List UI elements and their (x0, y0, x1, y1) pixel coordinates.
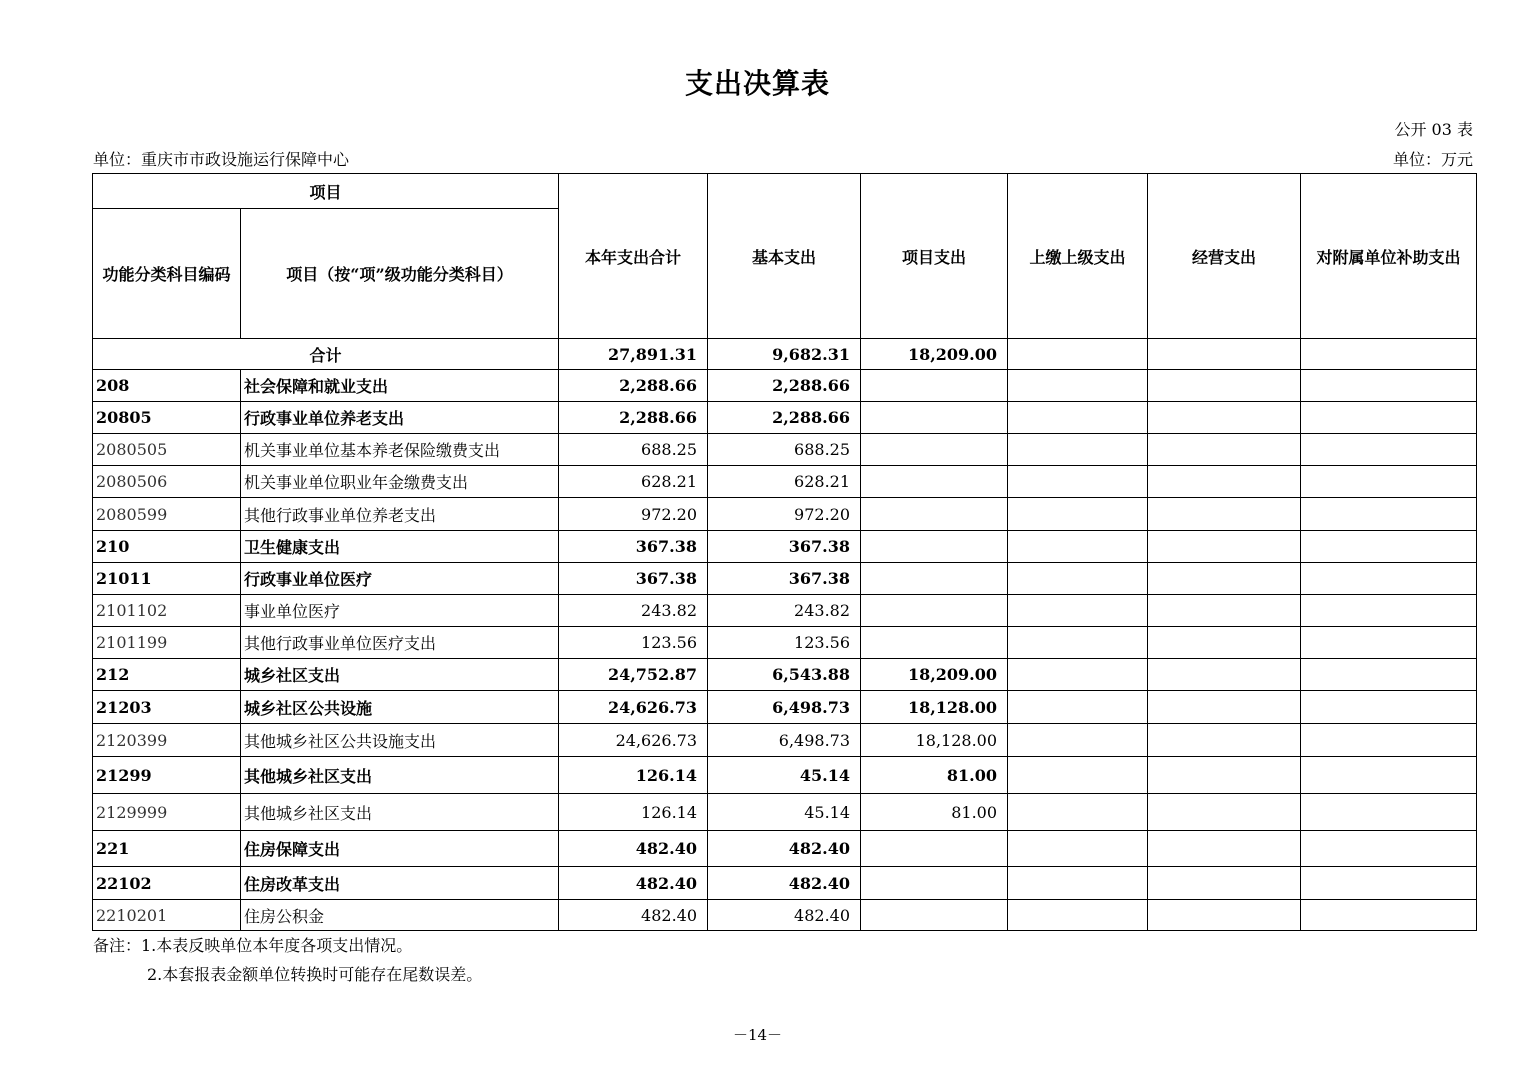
row-subsidy (1301, 794, 1477, 831)
header-basic: 基本支出 (708, 174, 861, 339)
row-total: 367.38 (559, 563, 708, 595)
table-row (93, 531, 1477, 563)
row-basic: 482.40 (708, 831, 861, 867)
row-name: 机关事业单位基本养老保险缴费支出 (241, 434, 559, 466)
row-total: 972.20 (559, 498, 708, 531)
row-total: 2,288.66 (559, 402, 708, 434)
row-code: 2101102 (93, 595, 241, 627)
row-code: 212 (93, 659, 241, 691)
row-upper (1008, 370, 1148, 402)
row-project (861, 402, 1008, 434)
row-name: 住房保障支出 (241, 831, 559, 867)
table-row (93, 466, 1477, 498)
table-row (93, 563, 1477, 595)
row-upper (1008, 531, 1148, 563)
row-subsidy (1301, 402, 1477, 434)
row-basic: 6,543.88 (708, 659, 861, 691)
row-subsidy (1301, 757, 1477, 794)
row-subsidy (1301, 867, 1477, 900)
row-subsidy (1301, 498, 1477, 531)
row-upper (1008, 900, 1148, 931)
row-code: 2080599 (93, 498, 241, 531)
row-code: 21011 (93, 563, 241, 595)
row-name: 城乡社区公共设施 (241, 691, 559, 724)
row-project (861, 466, 1008, 498)
row-business (1148, 794, 1301, 831)
row-total: 24,752.87 (559, 659, 708, 691)
row-business (1148, 757, 1301, 794)
row-project (861, 595, 1008, 627)
row-code: 2080505 (93, 434, 241, 466)
expenditure-table (92, 173, 1477, 931)
row-code: 210 (93, 531, 241, 563)
row-project (861, 370, 1008, 402)
row-project (861, 900, 1008, 931)
row-total: 482.40 (559, 900, 708, 931)
row-business (1148, 563, 1301, 595)
row-subsidy (1301, 659, 1477, 691)
header-project-expenditure: 项目支出 (861, 174, 1008, 339)
row-upper (1008, 498, 1148, 531)
total-cell-total: 27,891.31 (559, 339, 708, 370)
total-cell-subsidy (1301, 339, 1477, 370)
row-project: 18,209.00 (861, 659, 1008, 691)
header-subsidy: 对附属单位补助支出 (1301, 174, 1477, 339)
row-upper (1008, 794, 1148, 831)
row-business (1148, 867, 1301, 900)
row-business (1148, 627, 1301, 659)
row-code: 2129999 (93, 794, 241, 831)
row-subsidy (1301, 370, 1477, 402)
row-project (861, 563, 1008, 595)
row-subsidy (1301, 627, 1477, 659)
row-code: 2101199 (93, 627, 241, 659)
row-upper (1008, 831, 1148, 867)
row-subsidy (1301, 900, 1477, 931)
row-basic: 2,288.66 (708, 402, 861, 434)
row-total: 482.40 (559, 831, 708, 867)
row-subsidy (1301, 466, 1477, 498)
row-total: 126.14 (559, 757, 708, 794)
row-subsidy (1301, 531, 1477, 563)
row-total: 126.14 (559, 794, 708, 831)
row-project (861, 498, 1008, 531)
row-business (1148, 831, 1301, 867)
row-business (1148, 434, 1301, 466)
organization-unit: 单位：重庆市市政设施运行保障中心 (93, 150, 350, 169)
row-name: 其他行政事业单位养老支出 (241, 498, 559, 531)
header-name: 项目（按“项”级功能分类科目） (241, 209, 559, 339)
row-project: 18,128.00 (861, 724, 1008, 757)
row-name: 住房公积金 (241, 900, 559, 931)
row-total: 243.82 (559, 595, 708, 627)
row-name: 城乡社区支出 (241, 659, 559, 691)
row-upper (1008, 757, 1148, 794)
header-upper: 上缴上级支出 (1008, 174, 1148, 339)
row-total: 24,626.73 (559, 724, 708, 757)
row-name: 卫生健康支出 (241, 531, 559, 563)
row-total: 24,626.73 (559, 691, 708, 724)
total-cell-business (1148, 339, 1301, 370)
row-business (1148, 724, 1301, 757)
row-name: 住房改革支出 (241, 867, 559, 900)
row-business (1148, 531, 1301, 563)
row-basic: 972.20 (708, 498, 861, 531)
row-business (1148, 900, 1301, 931)
page-title: 支出决算表 (684, 67, 830, 100)
row-upper (1008, 724, 1148, 757)
row-business (1148, 498, 1301, 531)
row-total: 628.21 (559, 466, 708, 498)
row-business (1148, 466, 1301, 498)
row-name: 其他城乡社区公共设施支出 (241, 724, 559, 757)
row-project (861, 531, 1008, 563)
table-row (93, 757, 1477, 794)
page-number: －14－ (732, 1026, 783, 1044)
header-business: 经营支出 (1148, 174, 1301, 339)
row-business (1148, 659, 1301, 691)
row-upper (1008, 867, 1148, 900)
row-name: 社会保障和就业支出 (241, 370, 559, 402)
row-project: 18,128.00 (861, 691, 1008, 724)
table-row (93, 724, 1477, 757)
row-name: 其他城乡社区支出 (241, 794, 559, 831)
row-basic: 367.38 (708, 531, 861, 563)
row-upper (1008, 434, 1148, 466)
total-row (93, 339, 1477, 370)
table-row (93, 370, 1477, 402)
row-code: 208 (93, 370, 241, 402)
table-row (93, 900, 1477, 931)
row-basic: 243.82 (708, 595, 861, 627)
row-name: 机关事业单位职业年金缴费支出 (241, 466, 559, 498)
row-name: 行政事业单位医疗 (241, 563, 559, 595)
form-number: 公开 03 表 (1394, 120, 1473, 139)
row-code: 2120399 (93, 724, 241, 757)
row-basic: 6,498.73 (708, 724, 861, 757)
row-project: 81.00 (861, 794, 1008, 831)
row-project (861, 867, 1008, 900)
row-basic: 6,498.73 (708, 691, 861, 724)
row-subsidy (1301, 563, 1477, 595)
total-cell-project: 18,209.00 (861, 339, 1008, 370)
row-project (861, 831, 1008, 867)
row-total: 123.56 (559, 627, 708, 659)
row-code: 20805 (93, 402, 241, 434)
row-name: 其他行政事业单位医疗支出 (241, 627, 559, 659)
row-name: 事业单位医疗 (241, 595, 559, 627)
row-code: 21299 (93, 757, 241, 794)
row-subsidy (1301, 691, 1477, 724)
row-upper (1008, 402, 1148, 434)
total-cell-basic: 9,682.31 (708, 339, 861, 370)
table-row (93, 831, 1477, 867)
row-basic: 2,288.66 (708, 370, 861, 402)
row-upper (1008, 691, 1148, 724)
row-total: 482.40 (559, 867, 708, 900)
table-row (93, 691, 1477, 724)
total-cell-upper (1008, 339, 1148, 370)
notes (93, 931, 482, 989)
row-code: 21203 (93, 691, 241, 724)
row-basic: 123.56 (708, 627, 861, 659)
table-row (93, 659, 1477, 691)
row-total: 367.38 (559, 531, 708, 563)
row-code: 2080506 (93, 466, 241, 498)
table-row (93, 498, 1477, 531)
row-subsidy (1301, 724, 1477, 757)
row-code: 221 (93, 831, 241, 867)
row-basic: 688.25 (708, 434, 861, 466)
row-basic: 45.14 (708, 794, 861, 831)
row-business (1148, 595, 1301, 627)
row-basic: 482.40 (708, 900, 861, 931)
row-upper (1008, 595, 1148, 627)
row-name: 行政事业单位养老支出 (241, 402, 559, 434)
header-code: 功能分类科目编码 (93, 209, 241, 339)
header-total: 本年支出合计 (559, 174, 708, 339)
header-project: 项目 (93, 174, 559, 209)
table-row (93, 794, 1477, 831)
row-subsidy (1301, 434, 1477, 466)
row-upper (1008, 659, 1148, 691)
row-project (861, 627, 1008, 659)
row-project (861, 434, 1008, 466)
table-row (93, 627, 1477, 659)
table-row (93, 434, 1477, 466)
row-basic: 482.40 (708, 867, 861, 900)
row-code: 22102 (93, 867, 241, 900)
row-upper (1008, 466, 1148, 498)
row-name: 其他城乡社区支出 (241, 757, 559, 794)
row-business (1148, 691, 1301, 724)
row-subsidy (1301, 595, 1477, 627)
table-row (93, 595, 1477, 627)
row-business (1148, 370, 1301, 402)
row-basic: 45.14 (708, 757, 861, 794)
note-line-2: 2.本套报表金额单位转换时可能存在尾数误差。 (147, 965, 483, 984)
row-total: 688.25 (559, 434, 708, 466)
row-upper (1008, 563, 1148, 595)
row-code: 2210201 (93, 900, 241, 931)
table-row (93, 402, 1477, 434)
table-row (93, 867, 1477, 900)
currency-unit: 单位：万元 (1392, 150, 1473, 169)
row-total: 2,288.66 (559, 370, 708, 402)
row-basic: 628.21 (708, 466, 861, 498)
row-subsidy (1301, 831, 1477, 867)
note-line-1: 备注：1.本表反映单位本年度各项支出情况。 (93, 936, 413, 955)
row-project: 81.00 (861, 757, 1008, 794)
total-label: 合计 (93, 339, 559, 370)
row-business (1148, 402, 1301, 434)
row-upper (1008, 627, 1148, 659)
row-basic: 367.38 (708, 563, 861, 595)
